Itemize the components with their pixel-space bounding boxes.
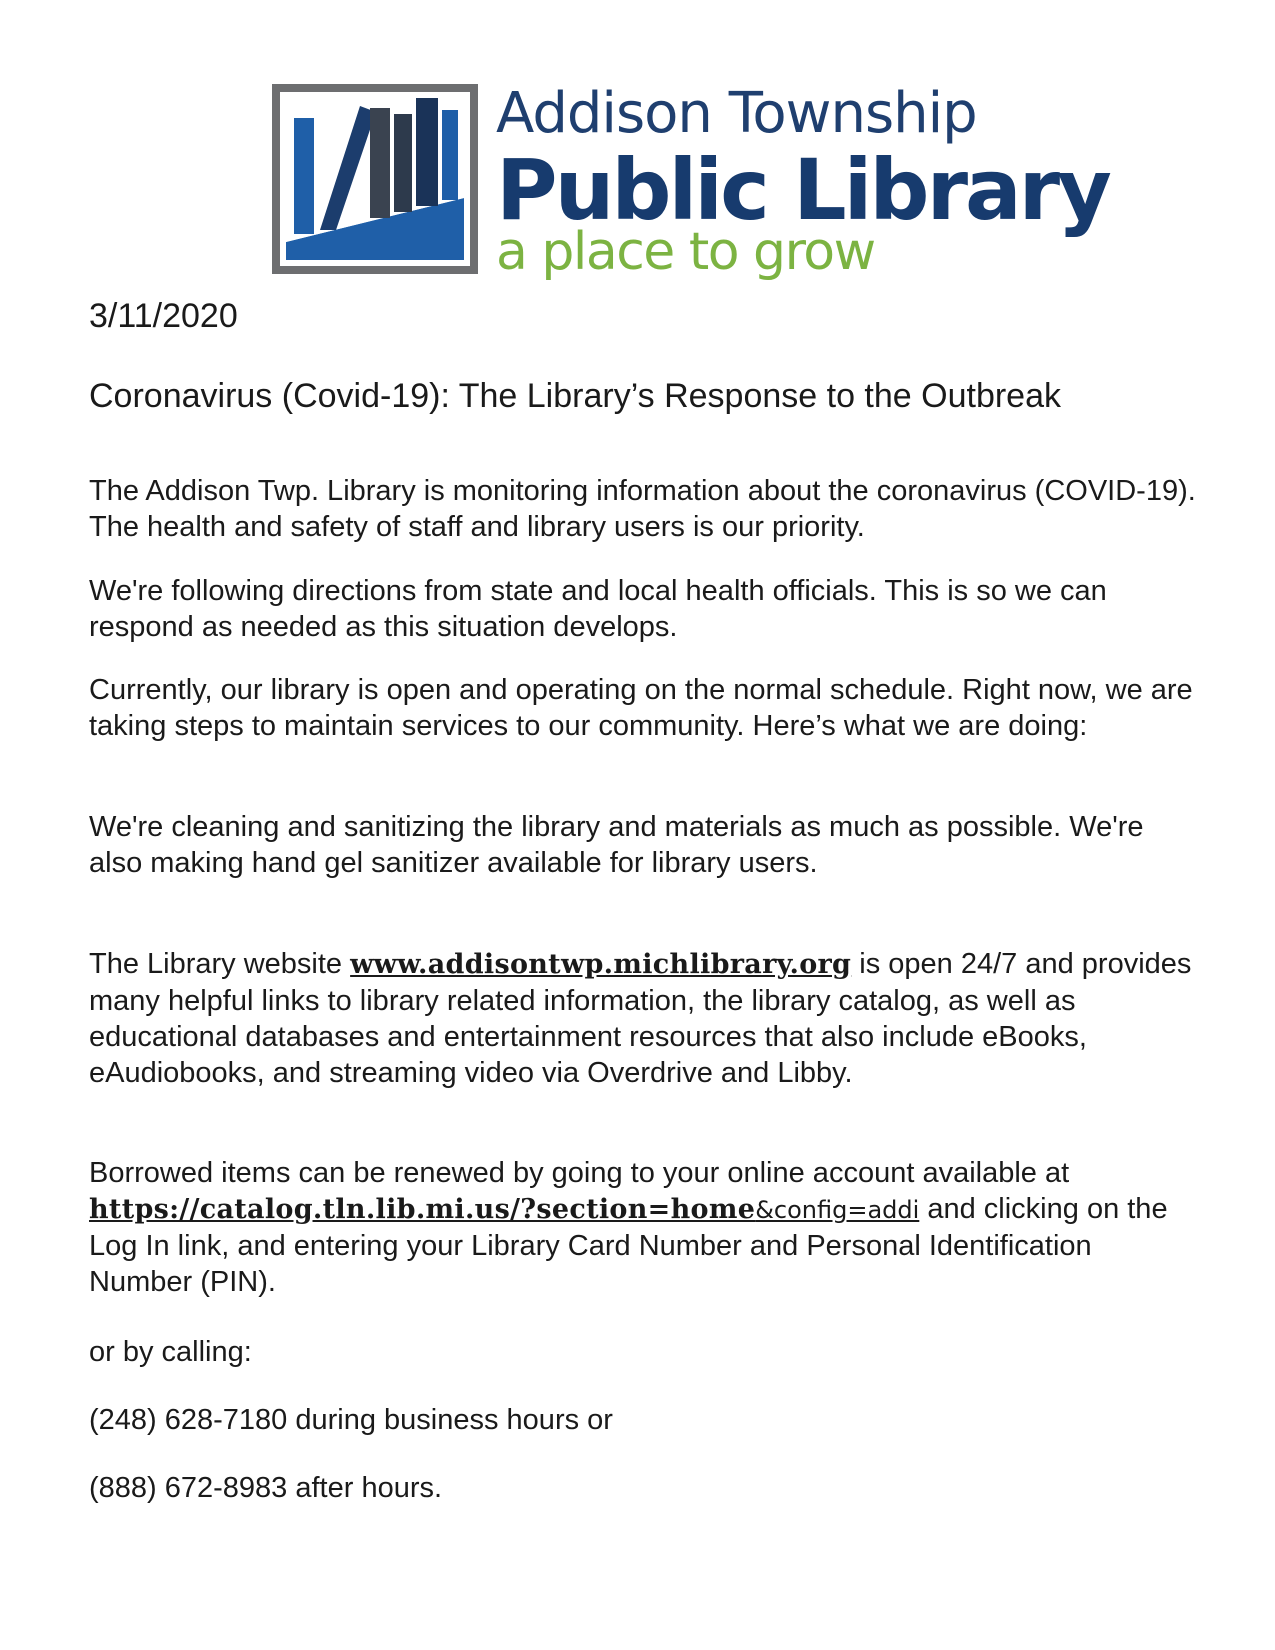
paragraph-monitoring: The Addison Twp. Library is monitoring information about the coronavirus (COVID-19). The health and safety of staff and library users is our priority. xyxy=(89,475,1196,543)
website-link[interactable]: www.addisontwp.michlibrary.org xyxy=(350,949,852,980)
catalog-link-tail[interactable]: &config=addi xyxy=(755,1196,920,1224)
library-books-logo-icon xyxy=(272,84,478,274)
library-logo xyxy=(272,81,1132,282)
library-logo-text xyxy=(496,81,1109,282)
catalog-link[interactable]: https://catalog.tln.lib.mi.us/?section=home xyxy=(89,1194,756,1225)
renewal-text-after: and clicking on the Log In link, and entering your Library Card Number and Personal Identification Number (PIN). xyxy=(89,1193,1168,1298)
paragraph-website xyxy=(89,946,1199,1091)
paragraph-currently-open: Currently, our library is open and operating on the normal schedule. Right now, we are taking steps to maintain services to our community. Here’s what we are doing: xyxy=(89,674,1193,742)
paragraph-renewals xyxy=(89,1155,1199,1300)
logo-tagline: a place to grow xyxy=(496,222,875,282)
logo-library-name: Public Library xyxy=(496,141,1109,239)
paragraph-directions: We're following directions from state and local health officials. This is so we can respond as needed as this situation develops. xyxy=(89,575,1107,643)
website-text-after: is open 24/7 and provides many helpful links to library related information, the library catalog, as well as educational databases and entertainment resources that also include eBooks, eAudiobooks, and streaming video via Overdrive and Libby. xyxy=(89,948,1192,1089)
phone-after-hours: (888) 672-8983 after hours. xyxy=(89,1472,443,1504)
document-date: 3/11/2020 xyxy=(89,297,238,335)
logo-township-name: Addison Township xyxy=(496,81,977,146)
renewal-text-before: Borrowed items can be renewed by going to your online account available at xyxy=(89,1157,1070,1189)
paragraph-or-calling: or by calling: xyxy=(89,1336,252,1368)
phone-business-hours: (248) 628-7180 during business hours or xyxy=(89,1404,613,1436)
website-text-before: The Library website xyxy=(89,948,351,980)
document-title: Coronavirus (Covid-19): The Library’s Response to the Outbreak xyxy=(89,377,1061,415)
paragraph-cleaning: We're cleaning and sanitizing the library and materials as much as possible. We're also making hand gel sanitizer available for library users. xyxy=(89,811,1144,879)
